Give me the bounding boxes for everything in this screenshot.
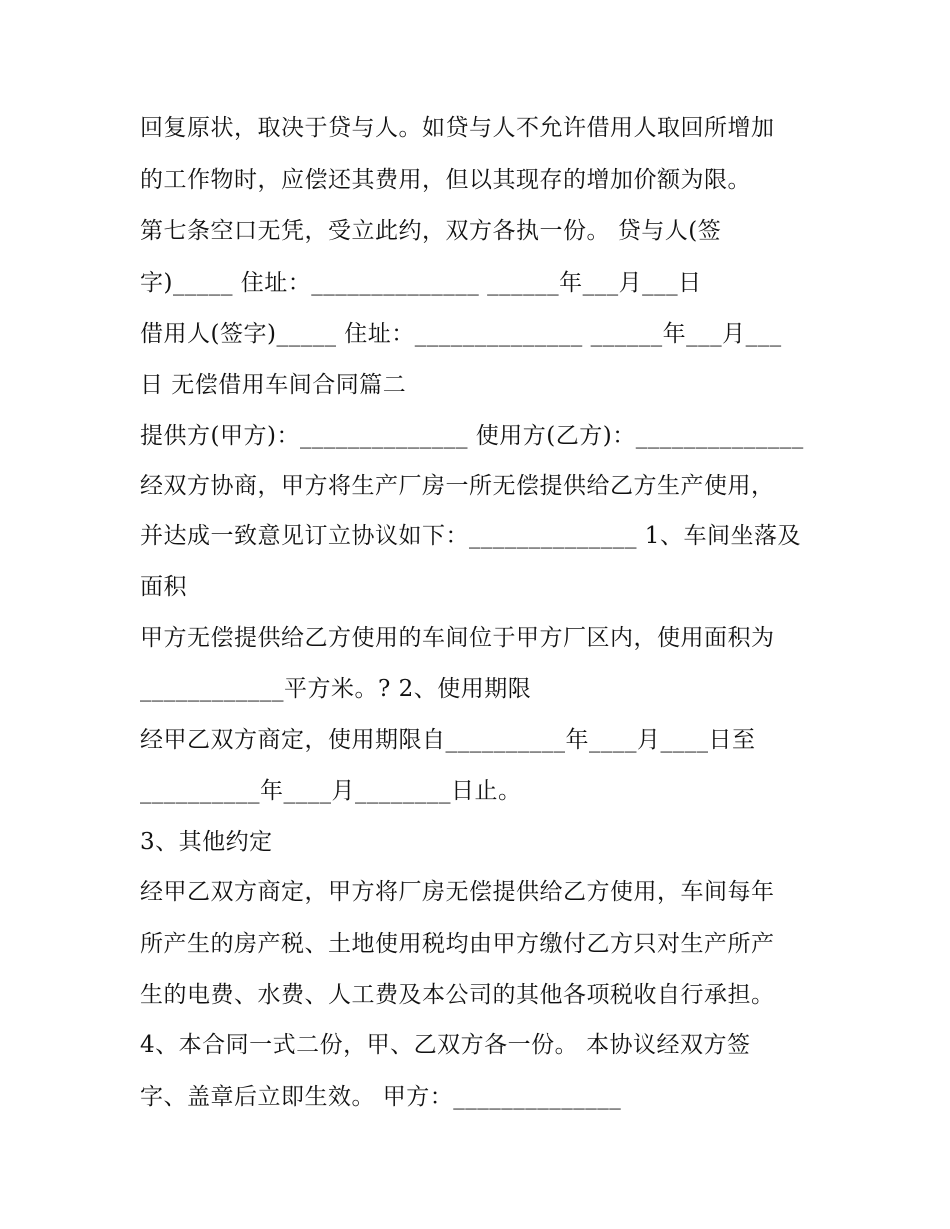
text-line: 字)_____ 住址：______________ ______年___月___日: [140, 270, 702, 296]
text-line: 并达成一致意见订立协议如下：______________ 1、车间坐落及: [140, 523, 801, 549]
text-line: 经双方协商，甲方将生产厂房一所无偿提供给乙方生产使用，: [140, 473, 775, 499]
text-line: 第七条空口无凭，受立此约，双方各执一份。 贷与人(签: [140, 218, 722, 244]
text-line: __________年____月________日止。: [140, 778, 522, 804]
text-line: 经甲乙双方商定，甲方将厂房无偿提供给乙方使用，车间每年: [140, 879, 775, 905]
text-line: 回复原状，取决于贷与人。如贷与人不允许借用人取回所增加: [140, 115, 775, 141]
text-line: ____________平方米。? 2、使用期限: [140, 676, 532, 702]
text-line: 提供方(甲方)：______________ 使用方(乙方)：______________: [140, 423, 804, 449]
text-line: 生的电费、水费、人工费及本公司的其他各项税收自行承担。: [140, 982, 775, 1008]
text-line: 借用人(签字)_____ 住址：______________ ______年___月___: [140, 321, 782, 347]
text-line: 甲方无偿提供给乙方使用的车间位于甲方厂区内，使用面积为: [140, 625, 775, 651]
text-line: 日 无偿借用车间合同篇二: [140, 372, 407, 398]
text-line: 的工作物时，应偿还其费用，但以其现存的增加价额为限。: [140, 167, 751, 193]
text-line: 字、盖章后立即生效。 甲方：______________: [140, 1084, 622, 1110]
text-line: 经甲乙双方商定，使用期限自__________年____月____日至: [140, 727, 756, 753]
text-line: 面积: [140, 574, 187, 600]
text-line: 3、其他约定: [140, 829, 273, 855]
text-line: 4、本合同一式二份，甲、乙双方各一份。 本协议经双方签: [140, 1032, 751, 1058]
text-line: 所产生的房产税、土地使用税均由甲方缴付乙方只对生产所产: [140, 931, 775, 957]
